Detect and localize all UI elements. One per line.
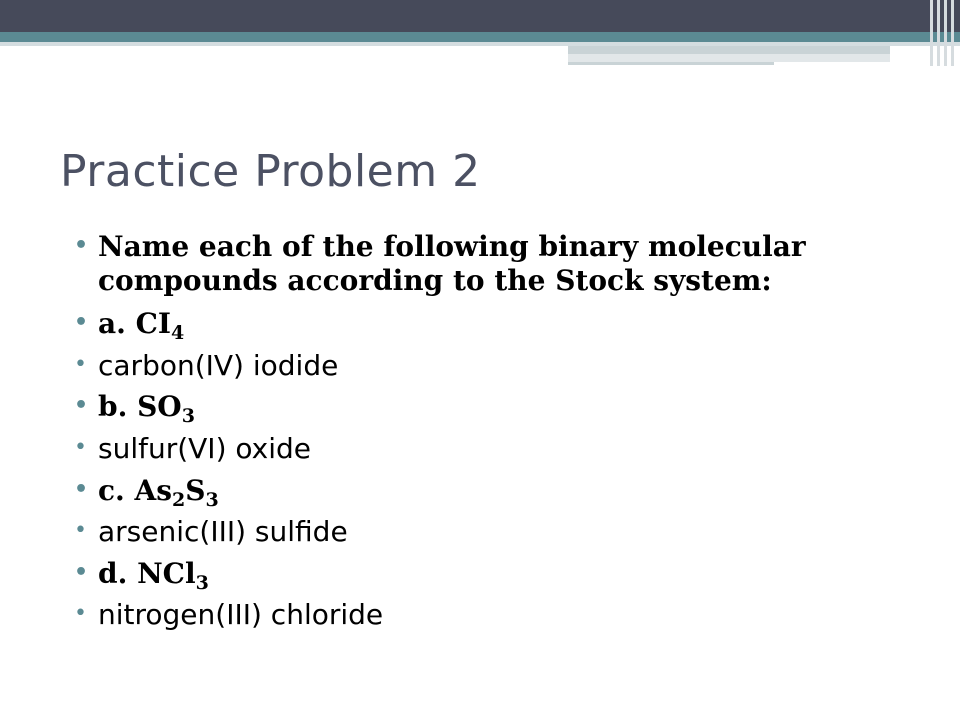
bullet-list — [74, 230, 914, 640]
formula-element: NCl — [137, 556, 196, 590]
formula-subscript: 4 — [171, 322, 185, 345]
answer-text: arsenic(III) sulfide — [98, 515, 348, 549]
formula-element: As — [134, 473, 173, 507]
question-item — [74, 473, 914, 511]
bullet-icon: • — [74, 393, 89, 419]
bullet-icon: • — [74, 559, 89, 585]
chemical-formula — [134, 473, 219, 511]
slide-title: Practice Problem 2 — [60, 146, 481, 197]
bullet-icon: • — [74, 434, 87, 460]
chemical-formula — [135, 307, 185, 345]
header-tab-band-short — [568, 62, 774, 65]
header-tab-band-light — [568, 54, 890, 62]
chemical-formula — [137, 390, 195, 428]
answer-item — [74, 515, 914, 549]
formula-subscript: 3 — [181, 405, 195, 428]
answer-item — [74, 598, 914, 632]
header-band-dark — [0, 0, 960, 32]
question-label: b. — [98, 390, 128, 424]
bullet-icon: • — [74, 351, 87, 377]
bullet-icon: • — [74, 233, 89, 258]
answer-item — [74, 349, 914, 383]
formula-subscript: 2 — [172, 488, 186, 511]
question-item — [74, 390, 914, 428]
bullet-icon: • — [74, 601, 87, 627]
question-item — [74, 556, 914, 594]
formula-subscript: 3 — [195, 571, 209, 594]
formula-element: S — [185, 473, 206, 507]
formula-subscript: 3 — [205, 488, 219, 511]
bullet-icon: • — [74, 310, 89, 336]
header-vertical-stripes — [926, 0, 960, 66]
header-tab-band — [568, 46, 890, 54]
question-label: d. — [98, 556, 128, 590]
answer-text: sulfur(VI) oxide — [98, 431, 312, 465]
answer-item — [74, 432, 914, 466]
answer-text: carbon(IV) iodide — [98, 348, 339, 382]
answer-text: nitrogen(III) chloride — [98, 598, 384, 632]
bullet-icon: • — [74, 476, 89, 502]
formula-element: SO — [137, 390, 182, 424]
question-item — [74, 307, 914, 345]
bullet-icon: • — [74, 518, 87, 544]
header-band-teal — [0, 32, 960, 42]
question-label: a. — [98, 307, 126, 341]
formula-element: CI — [135, 307, 172, 341]
intro-item — [74, 230, 914, 297]
intro-text: Name each of the following binary molecular compounds according to the Stock system: — [98, 230, 806, 297]
chemical-formula — [137, 556, 209, 594]
question-label: c. — [98, 473, 125, 507]
